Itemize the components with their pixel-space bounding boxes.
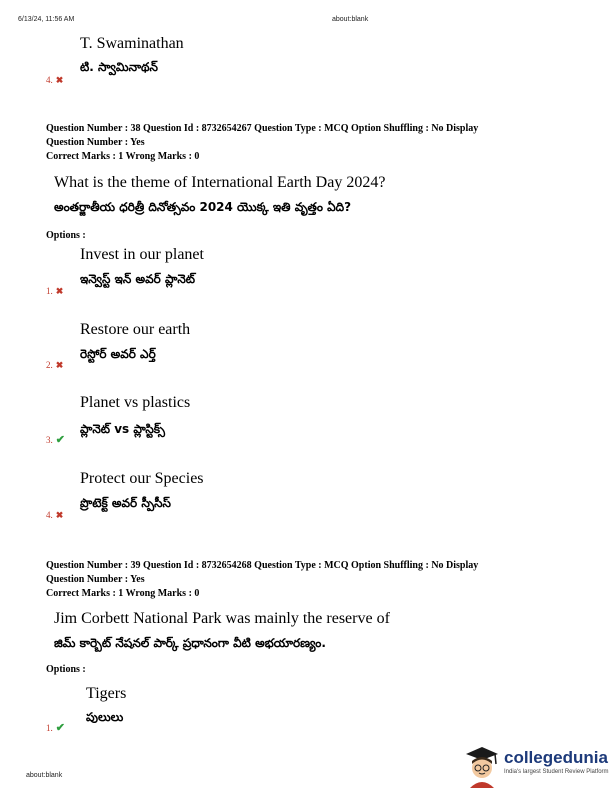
q39-option-1-te: పులులు (86, 710, 124, 724)
q39-text-en: Jim Corbett National Park was mainly the reserve of (54, 610, 390, 627)
logo-tagline: India's largest Student Review Platform (504, 769, 609, 775)
cross-icon: ✖ (55, 510, 64, 520)
q38-text-te: అంతర్జాతీయ ధరిత్రీ దినోత్సవం 2024 యొక్క ఇతి వృత్తం ఏది? (54, 200, 352, 214)
logo-name: collegedunia (504, 748, 608, 767)
q39-meta-line2: Question Number : Yes (46, 574, 145, 585)
q38-option-3-en: Planet vs plastics (80, 394, 191, 411)
option-number: 4. (46, 510, 53, 520)
cross-icon: ✖ (55, 360, 64, 370)
print-url-header: about:blank (332, 16, 369, 23)
mascot-icon (462, 744, 500, 788)
q38-option-1-number (46, 286, 63, 297)
print-url-footer: about:blank (26, 772, 63, 779)
option-number: 3. (46, 435, 53, 445)
option-number: 2. (46, 360, 53, 370)
q39-meta-line3: Correct Marks : 1 Wrong Marks : 0 (46, 588, 200, 599)
q38-option-3-number (46, 433, 65, 446)
q38-option-2-number (46, 360, 63, 371)
q39-text-te: జిమ్ కార్బెట్ నేషనల్ పార్క్ ప్రధానంగా వీటి అభయారణ్యం. (54, 636, 326, 650)
q38-meta-line1: Question Number : 38 Question Id : 8732654267 Question Type : MCQ Option Shuffling : No Display (46, 123, 479, 134)
q38-option-4-te: ప్రొటెక్ట్ అవర్ స్పీసీస్ (80, 496, 171, 510)
prev-option-en: T. Swaminathan (80, 35, 184, 52)
q39-option-1-number (46, 721, 65, 734)
collegedunia-logo (462, 744, 612, 788)
option-number: 1. (46, 286, 53, 296)
q38-option-1-en: Invest in our planet (80, 246, 204, 263)
q39-meta-line1: Question Number : 39 Question Id : 8732654268 Question Type : MCQ Option Shuffling : No Display (46, 560, 479, 571)
check-icon: ✔ (55, 722, 65, 734)
q38-option-4-number (46, 510, 63, 521)
q38-meta-line3: Correct Marks : 1 Wrong Marks : 0 (46, 151, 200, 162)
print-datetime: 6/13/24, 11:56 AM (18, 16, 75, 23)
cross-icon: ✖ (55, 286, 64, 296)
q38-option-2-te: రెస్టోర్ అవర్ ఎర్త్ (80, 347, 156, 361)
q38-option-3-te: ప్లానెట్ vs ప్లాస్టిక్స్ (80, 422, 165, 436)
prev-option-te: టి. స్వామినాథన్ (80, 60, 158, 74)
option-number: 4. (46, 75, 53, 85)
q38-meta-line2: Question Number : Yes (46, 137, 145, 148)
check-icon: ✔ (55, 434, 65, 446)
q38-options-label: Options : (46, 230, 86, 241)
q38-option-2-en: Restore our earth (80, 321, 191, 338)
q38-option-4-en: Protect our Species (80, 470, 204, 487)
prev-option-number (46, 75, 63, 86)
q39-options-label: Options : (46, 664, 86, 675)
q38-option-1-te: ఇన్వెస్ట్ ఇన్ అవర్ ప్లానెట్ (80, 272, 196, 286)
option-number: 1. (46, 723, 53, 733)
q39-option-1-en: Tigers (86, 685, 127, 702)
q38-text-en: What is the theme of International Earth Day 2024? (54, 174, 386, 191)
cross-icon: ✖ (55, 75, 64, 85)
